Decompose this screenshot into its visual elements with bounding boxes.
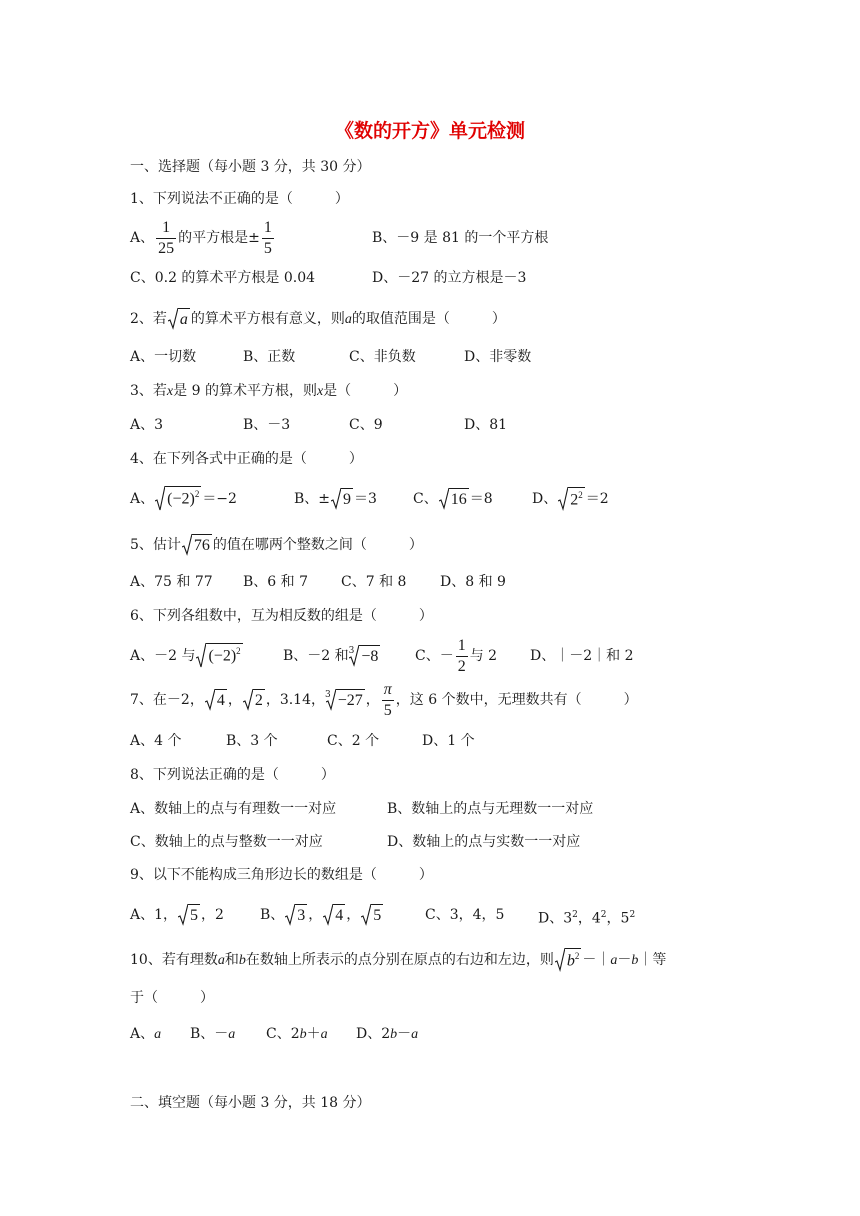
q8-option-b: B、数轴上的点与无理数一一对应	[387, 801, 594, 817]
sqrt-radical: $b^2$	[555, 948, 582, 972]
cube-root-radical: −27	[326, 689, 365, 711]
sqrt-radical: $(-2)^2$	[155, 486, 201, 512]
sqrt-radical: 4	[323, 904, 345, 926]
q9-options	[130, 895, 730, 935]
q8-option-c: C、数轴上的点与整数一一对应	[130, 834, 323, 850]
q3-options	[130, 412, 730, 438]
q1-stem: 1、下列说法不正确的是（ ）	[130, 191, 349, 207]
q6-option-d: D、｜－2｜和 2	[530, 648, 634, 664]
sqrt-radical: 9	[331, 488, 353, 510]
fraction: $\frac{\pi}{5}$	[383, 680, 392, 719]
q10-option-b: B、－a	[190, 1026, 236, 1042]
fraction: $\frac{1}{5}$	[263, 218, 272, 257]
q7-option-c: C、2 个	[327, 733, 380, 749]
q5-stem: 5、估计 76 的值在哪两个整数之间（ ）	[130, 532, 423, 558]
fraction: $\frac{1}{25}$	[158, 218, 175, 257]
q3-option-c: C、9	[349, 417, 383, 433]
page-title: 《数的开方》单元检测	[334, 120, 525, 142]
q2-option-b: B、正数	[243, 349, 296, 365]
fraction: $\frac{1}{2}$	[457, 636, 466, 675]
q8-option-d: D、数轴上的点与实数一一对应	[387, 834, 581, 850]
sqrt-radical: 2	[243, 689, 265, 711]
q4-option-b: B、± 9 ＝3	[294, 479, 377, 519]
q9-option-b: B、 3 ， 4 ， 5	[260, 895, 384, 935]
q1-option-b: B、－9 是 81 的一个平方根	[372, 230, 549, 246]
q10-options	[130, 1021, 730, 1047]
q5-option-a: A、75 和 77	[130, 574, 213, 590]
q5-option-c: C、7 和 8	[341, 574, 407, 590]
q9-option-a: A、1， 5 ，2	[130, 895, 224, 935]
q2-option-d: D、非零数	[464, 349, 532, 365]
q4-option-c: C、 16 ＝8	[413, 479, 493, 519]
sqrt-radical: a	[168, 308, 190, 330]
sqrt-radical: $(-2)^2$	[196, 643, 242, 669]
q6-options	[130, 636, 730, 676]
sqrt-radical: 4	[205, 689, 227, 711]
q6-option-c: C、－ $\frac{1}{2}$ 与 2	[415, 636, 498, 675]
q2-option-a: A、一切数	[130, 349, 197, 365]
q9-stem: 9、以下不能构成三角形边长的数组是（ ）	[130, 867, 433, 883]
q8-stem: 8、下列说法正确的是（ ）	[130, 767, 335, 783]
q10-stem: 10、若有理数a和b在数轴上所表示的点分别在原点的右边和左边，则 $b^2$ －｜a－b｜等	[130, 940, 666, 980]
sqrt-radical: 5	[361, 904, 383, 926]
q7-option-d: D、1 个	[422, 733, 475, 749]
q6-option-b: B、－2 和$^3$ −8	[283, 646, 379, 665]
q4-stem: 4、在下列各式中正确的是（ ）	[130, 451, 363, 467]
q8-options-row1	[130, 796, 730, 822]
q7-stem: 7、在－2， 4 ， 2 ，3.14，$^3$ −27 ， $\frac{\pi}{5}$ ，这 6 个数中，无理数共有（ ）	[130, 680, 638, 719]
q8-option-a: A、数轴上的点与有理数一一对应	[130, 801, 337, 817]
q4-option-a: A、 $(-2)^2$ ＝−2	[130, 479, 237, 519]
q4-option-d: D、 $2^2$ ＝2	[532, 479, 609, 519]
sqrt-radical: 3	[285, 904, 307, 926]
q9-option-c: C、3，4，5	[425, 907, 505, 923]
q3-option-d: D、81	[464, 417, 508, 433]
q3-option-a: A、3	[130, 417, 164, 433]
q1-options-row2	[130, 265, 730, 291]
q3-option-b: B、－3	[243, 417, 291, 433]
q1-options-row1	[130, 218, 730, 258]
section2-heading: 二、填空题（每小题 3 分，共 18 分）	[130, 1095, 371, 1111]
q10-stem-line2: 于（ ）	[130, 990, 214, 1006]
q2-option-c: C、非负数	[349, 349, 416, 365]
q10-option-c: C、2b＋a	[266, 1026, 328, 1042]
q10-option-d: D、2b－a	[356, 1026, 419, 1042]
section1-heading: 一、选择题（每小题 3 分，共 30 分）	[130, 159, 371, 175]
q1-option-c: C、0.2 的算术平方根是 0.04	[130, 270, 316, 286]
q10-option-a: A、a	[130, 1026, 162, 1042]
q7-options	[130, 728, 730, 754]
q7-option-b: B、3 个	[226, 733, 278, 749]
q7-option-a: A、4 个	[130, 733, 182, 749]
q1-option-d: D、－27 的立方根是－3	[372, 270, 527, 286]
q5-option-d: D、8 和 9	[440, 574, 506, 590]
q2-options	[130, 344, 730, 370]
q4-options	[130, 479, 730, 519]
sqrt-radical: $2^2$	[558, 487, 585, 511]
q2-stem: 2、若 a 的算术平方根有意义，则a的取值范围是（ ）	[130, 306, 506, 332]
q5-options	[130, 569, 730, 595]
q9-option-d: D、$3^2$，$4^2$，$5^2$	[538, 910, 636, 927]
q6-stem: 6、下列各组数中，互为相反数的组是（ ）	[130, 608, 433, 624]
sqrt-radical: 5	[178, 904, 200, 926]
cube-root-radical: −8	[349, 645, 380, 667]
q6-option-a: A、－2 与 $(-2)^2$	[130, 636, 244, 676]
q3-stem: 3、若x是 9 的算术平方根，则x是（ ）	[130, 383, 408, 399]
q5-option-b: B、6 和 7	[243, 574, 309, 590]
q8-options-row2	[130, 829, 730, 855]
sqrt-radical: 16	[439, 488, 469, 510]
q1-option-a: A、 $\frac{1}{25}$ 的平方根是± $\frac{1}{5}$	[130, 218, 272, 257]
sqrt-radical: 76	[182, 534, 212, 556]
